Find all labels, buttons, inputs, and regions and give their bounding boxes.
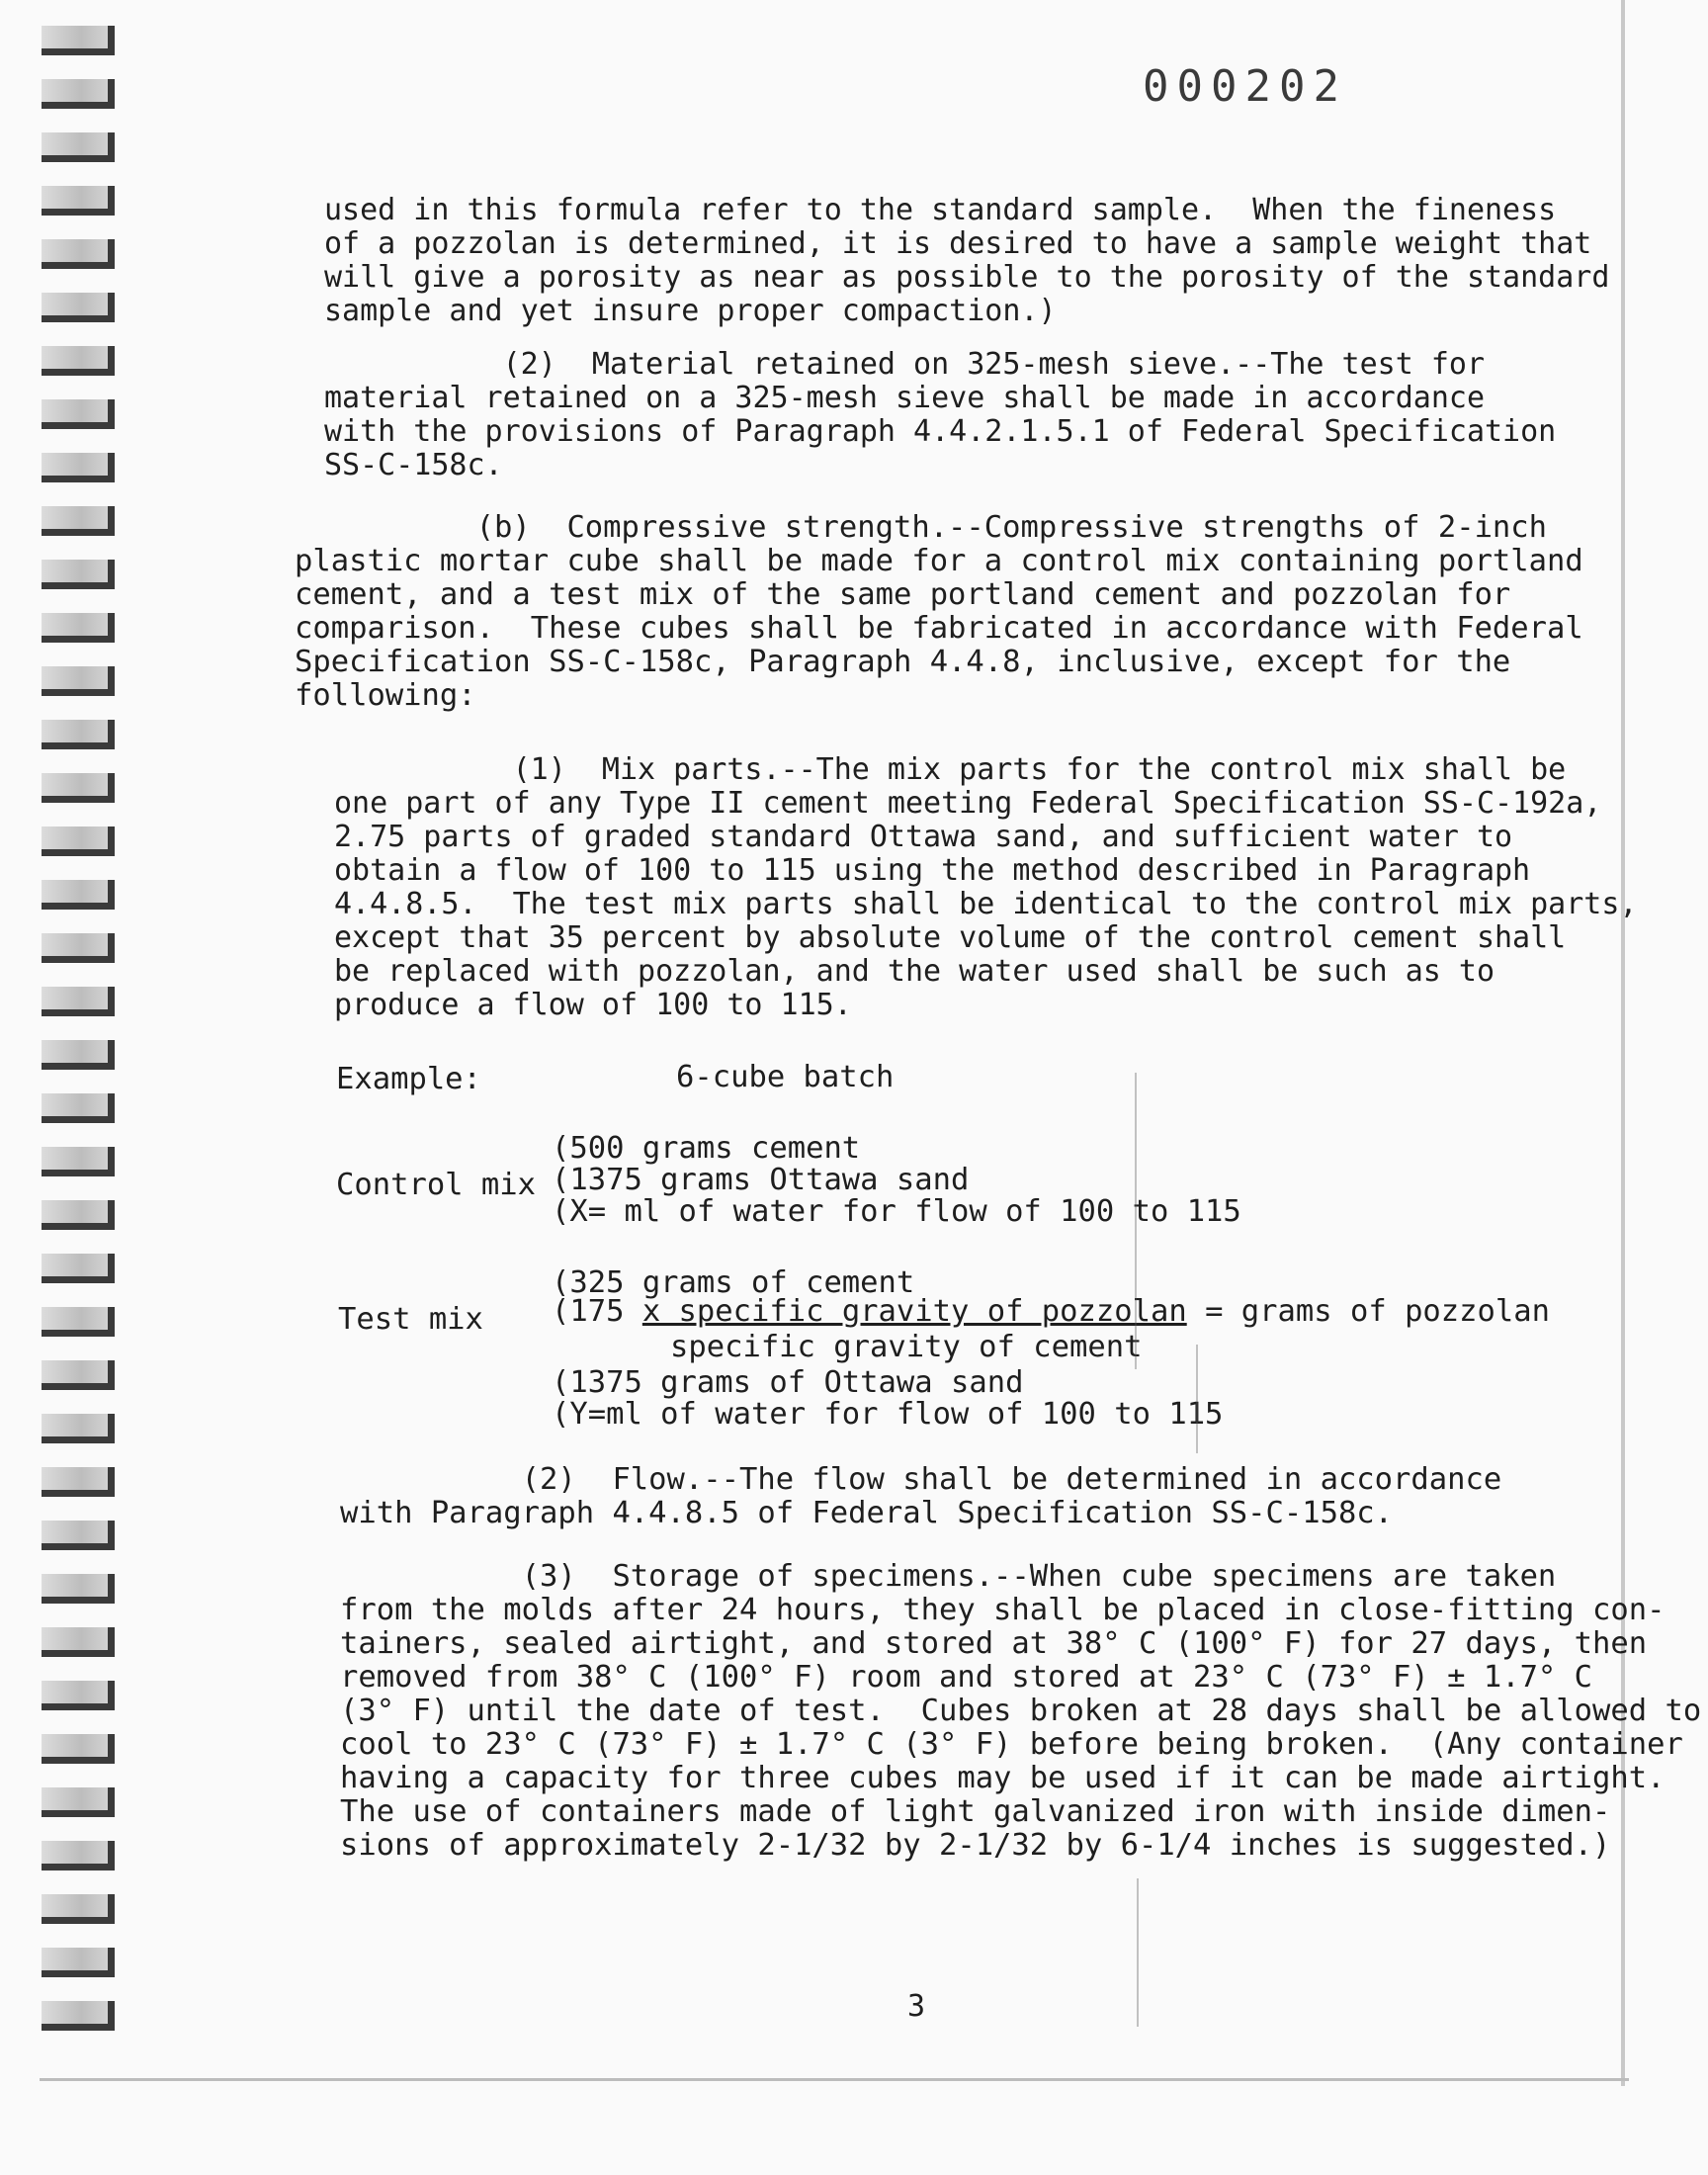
binding-ring bbox=[42, 186, 115, 216]
binding-ring bbox=[42, 560, 115, 589]
text-line: (2) Flow.--The flow shall be determined in accordance bbox=[340, 1462, 1502, 1497]
test-line-5: (Y=ml of water for flow of 100 to 115 bbox=[552, 1397, 1224, 1432]
binding-ring bbox=[42, 933, 115, 963]
paragraph-compressive-strength bbox=[295, 511, 1583, 713]
text-line: The use of containers made of light galvanized iron with inside dimen- bbox=[340, 1794, 1611, 1829]
binding-ring bbox=[42, 1414, 115, 1443]
binding-ring bbox=[42, 826, 115, 856]
text-line: having a capacity for three cubes may be used if it can be made airtight. bbox=[340, 1761, 1665, 1795]
page-edge-bottom bbox=[40, 2078, 1629, 2081]
binding-ring bbox=[42, 1574, 115, 1604]
binding-ring bbox=[42, 1467, 115, 1497]
text-line: SS-C-158c. bbox=[324, 448, 503, 482]
text-line: following: bbox=[295, 678, 476, 713]
binding-ring bbox=[42, 987, 115, 1016]
paragraph-325-mesh-sieve bbox=[324, 348, 1556, 482]
binding-ring bbox=[42, 239, 115, 269]
binding-ring bbox=[42, 1040, 115, 1070]
text-line: (3) Storage of specimens.--When cube specimens are taken bbox=[340, 1559, 1557, 1594]
paragraph-mix-parts bbox=[334, 753, 1638, 1022]
text-line: sions of approximately 2-1/32 by 2-1/32 by 6-1/4 inches is suggested.) bbox=[340, 1828, 1611, 1863]
binding-ring bbox=[42, 1627, 115, 1657]
spiral-binding bbox=[42, 18, 121, 2054]
binding-ring bbox=[42, 1521, 115, 1550]
text-line: comparison. These cubes shall be fabricated in accordance with Federal bbox=[295, 611, 1583, 646]
binding-ring bbox=[42, 2001, 115, 2031]
binding-ring bbox=[42, 1787, 115, 1817]
text-line: from the molds after 24 hours, they shall be placed in close-fitting con- bbox=[340, 1593, 1665, 1627]
paragraph-storage-of-specimens bbox=[340, 1560, 1701, 1863]
test-line-2-suffix: = grams of pozzolan bbox=[1186, 1294, 1550, 1329]
text-line: sample and yet insure proper compaction.) bbox=[324, 294, 1057, 328]
text-line: cement, and a test mix of the same portland cement and pozzolan for bbox=[295, 577, 1511, 612]
document-stamp-number: 000202 bbox=[1143, 61, 1347, 112]
text-line: (3° F) until the date of test. Cubes broken at 28 days shall be allowed to bbox=[340, 1694, 1702, 1728]
binding-ring bbox=[42, 666, 115, 696]
test-line-2-numerator: x specific gravity of pozzolan bbox=[641, 1294, 1187, 1329]
text-line: Specification SS-C-158c, Paragraph 4.4.8, inclusive, except for the bbox=[295, 645, 1511, 679]
text-line: 4.4.8.5. The test mix parts shall be identical to the control mix parts, bbox=[334, 887, 1638, 921]
binding-ring bbox=[42, 1147, 115, 1176]
text-line: cool to 23° C (73° F) ± 1.7° C (3° F) before being broken. (Any container bbox=[340, 1727, 1683, 1762]
text-line: one part of any Type II cement meeting Federal Specification SS-C-192a, bbox=[334, 786, 1602, 821]
example-batch: 6-cube batch bbox=[676, 1060, 895, 1094]
control-mix-label: Control mix bbox=[336, 1168, 536, 1202]
scan-mark bbox=[1137, 1878, 1139, 2027]
text-line: (1) Mix parts.--The mix parts for the control mix shall be bbox=[334, 752, 1567, 787]
binding-ring bbox=[42, 1948, 115, 1977]
text-line: tainers, sealed airtight, and stored at 38° C (100° F) for 27 days, then bbox=[340, 1626, 1648, 1661]
test-line-4: (1375 grams of Ottawa sand bbox=[552, 1365, 1024, 1400]
binding-ring bbox=[42, 880, 115, 910]
example-label: Example: bbox=[336, 1062, 481, 1096]
text-line: (2) Material retained on 325-mesh sieve.--The test for bbox=[324, 347, 1485, 382]
binding-ring bbox=[42, 1841, 115, 1870]
scan-mark bbox=[1135, 1073, 1137, 1369]
binding-ring bbox=[42, 453, 115, 482]
text-line: except that 35 percent by absolute volume of the control cement shall bbox=[334, 920, 1567, 955]
text-line: produce a flow of 100 to 115. bbox=[334, 988, 852, 1022]
binding-ring bbox=[42, 1734, 115, 1764]
binding-ring bbox=[42, 1681, 115, 1710]
text-line: used in this formula refer to the standard sample. When the fineness bbox=[324, 193, 1557, 227]
binding-ring bbox=[42, 399, 115, 429]
binding-ring bbox=[42, 506, 115, 536]
binding-ring bbox=[42, 79, 115, 109]
text-line: obtain a flow of 100 to 115 using the method described in Paragraph bbox=[334, 853, 1531, 888]
text-line: with Paragraph 4.4.8.5 of Federal Specification SS-C-158c. bbox=[340, 1496, 1394, 1530]
test-line-2-prefix: (175 bbox=[552, 1294, 642, 1329]
binding-ring bbox=[42, 132, 115, 162]
binding-ring bbox=[42, 1894, 115, 1924]
text-line: removed from 38° C (100° F) room and stored at 23° C (73° F) ± 1.7° C bbox=[340, 1660, 1593, 1695]
binding-ring bbox=[42, 773, 115, 803]
binding-ring bbox=[42, 1254, 115, 1283]
paragraph-flow bbox=[340, 1463, 1501, 1530]
binding-ring bbox=[42, 293, 115, 322]
test-line-1: (325 grams of cement bbox=[552, 1265, 915, 1300]
test-line-3-denominator: specific gravity of cement bbox=[670, 1330, 1143, 1364]
text-line: will give a porosity as near as possible to the porosity of the standard bbox=[324, 260, 1610, 295]
scan-mark bbox=[1196, 1345, 1198, 1453]
control-line-2: (1375 grams Ottawa sand bbox=[552, 1163, 970, 1197]
control-line-3: (X= ml of water for flow of 100 to 115 bbox=[552, 1194, 1241, 1229]
binding-ring bbox=[42, 613, 115, 643]
text-line: material retained on a 325-mesh sieve shall be made in accordance bbox=[324, 381, 1485, 415]
binding-ring bbox=[42, 346, 115, 376]
text-line: be replaced with pozzolan, and the water used shall be such as to bbox=[334, 954, 1494, 989]
text-line: 2.75 parts of graded standard Ottawa sand, and sufficient water to bbox=[334, 820, 1513, 854]
binding-ring bbox=[42, 1200, 115, 1230]
text-line: with the provisions of Paragraph 4.4.2.1.5.1 of Federal Specification bbox=[324, 414, 1557, 449]
text-line: plastic mortar cube shall be made for a control mix containing portland bbox=[295, 544, 1583, 578]
test-line-2 bbox=[552, 1295, 1550, 1329]
text-line: (b) Compressive strength.--Compressive strengths of 2-inch bbox=[295, 510, 1548, 545]
control-line-1: (500 grams cement bbox=[552, 1131, 861, 1166]
test-mix-label: Test mix bbox=[338, 1302, 483, 1337]
binding-ring bbox=[42, 1307, 115, 1337]
paragraph-fineness-continuation bbox=[324, 194, 1609, 328]
binding-ring bbox=[42, 1360, 115, 1390]
binding-ring bbox=[42, 720, 115, 749]
binding-ring bbox=[42, 1093, 115, 1123]
binding-ring bbox=[42, 26, 115, 55]
page-number: 3 bbox=[907, 1989, 926, 2024]
text-line: of a pozzolan is determined, it is desired to have a sample weight that bbox=[324, 226, 1592, 261]
